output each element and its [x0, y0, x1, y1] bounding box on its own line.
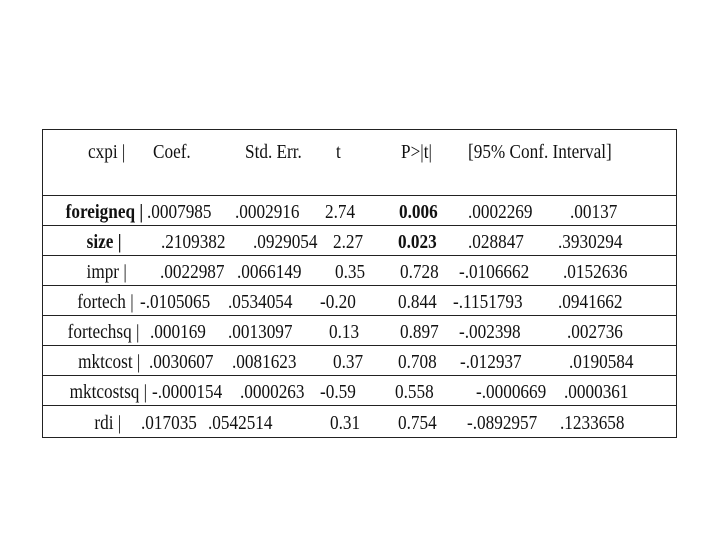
t-value: 2.74 [325, 201, 356, 223]
table-row [43, 316, 676, 346]
p-value: 0.897 [400, 321, 439, 343]
coef-value: .0022987 [160, 261, 225, 283]
variable-name: mktcostsq | [69, 381, 147, 403]
t-value: -0.20 [320, 291, 356, 313]
header-t: t [336, 141, 341, 163]
ci-low-value: .028847 [468, 231, 524, 253]
coef-value: .000169 [150, 321, 206, 343]
header-row [43, 130, 676, 196]
variable-name: mktcost | [77, 351, 140, 373]
table-row [43, 346, 676, 376]
ci-low-value: -.0892957 [467, 412, 538, 434]
t-value: 0.31 [330, 412, 361, 434]
variable-name: fortechsq | [67, 321, 139, 343]
coef-value: .0007985 [147, 201, 212, 223]
coef-value: -.0105065 [140, 291, 211, 313]
std-err-value: .0081623 [232, 351, 297, 373]
header-var: cxpi | [88, 141, 126, 163]
ci-low-value: .0002269 [468, 201, 533, 223]
std-err-value: .0002916 [235, 201, 300, 223]
table-row [43, 196, 676, 226]
variable-name: rdi | [94, 412, 121, 434]
std-err-value: .0066149 [237, 261, 302, 283]
ci-high-value: .00137 [570, 201, 618, 223]
ci-high-value: .0152636 [563, 261, 628, 283]
t-value: 2.27 [333, 231, 364, 253]
std-err-value: .0000263 [240, 381, 305, 403]
p-value: 0.754 [398, 412, 437, 434]
header-std-err: Std. Err. [245, 141, 302, 163]
ci-high-value: .0000361 [564, 381, 629, 403]
ci-high-value: .0190584 [569, 351, 634, 373]
coef-value: .017035 [141, 412, 197, 434]
p-value: 0.023 [398, 231, 437, 253]
coef-value: -.0000154 [152, 381, 223, 403]
table-row [43, 226, 676, 256]
ci-low-value: -.1151793 [453, 291, 523, 313]
table-row [43, 406, 676, 437]
std-err-value: .0542514 [208, 412, 273, 434]
ci-low-value: -.0106662 [459, 261, 530, 283]
variable-name: fortech | [77, 291, 134, 313]
coef-value: .0030607 [149, 351, 214, 373]
regression-table [42, 129, 677, 438]
p-value: 0.844 [398, 291, 437, 313]
ci-low-value: -.012937 [460, 351, 522, 373]
t-value: 0.37 [333, 351, 364, 373]
p-value: 0.708 [398, 351, 437, 373]
std-err-value: .0929054 [253, 231, 318, 253]
header-p: P>|t| [401, 141, 432, 163]
variable-name: impr | [86, 261, 127, 283]
header-coef: Coef. [153, 141, 191, 163]
ci-high-value: .3930294 [558, 231, 623, 253]
ci-high-value: .002736 [567, 321, 623, 343]
ci-low-value: -.002398 [459, 321, 521, 343]
p-value: 0.558 [395, 381, 434, 403]
table-row [43, 286, 676, 316]
t-value: 0.35 [335, 261, 366, 283]
std-err-value: .0013097 [228, 321, 293, 343]
std-err-value: .0534054 [228, 291, 293, 313]
variable-name: size | [86, 231, 121, 253]
t-value: -0.59 [320, 381, 356, 403]
p-value: 0.006 [399, 201, 438, 223]
coef-value: .2109382 [161, 231, 226, 253]
p-value: 0.728 [400, 261, 439, 283]
table-row [43, 256, 676, 286]
ci-low-value: -.0000669 [476, 381, 547, 403]
ci-high-value: .1233658 [560, 412, 625, 434]
table-row [43, 376, 676, 406]
t-value: 0.13 [329, 321, 360, 343]
header-conf-interval: [95% Conf. Interval] [468, 141, 612, 163]
variable-name: foreigneq | [65, 201, 143, 223]
ci-high-value: .0941662 [558, 291, 623, 313]
